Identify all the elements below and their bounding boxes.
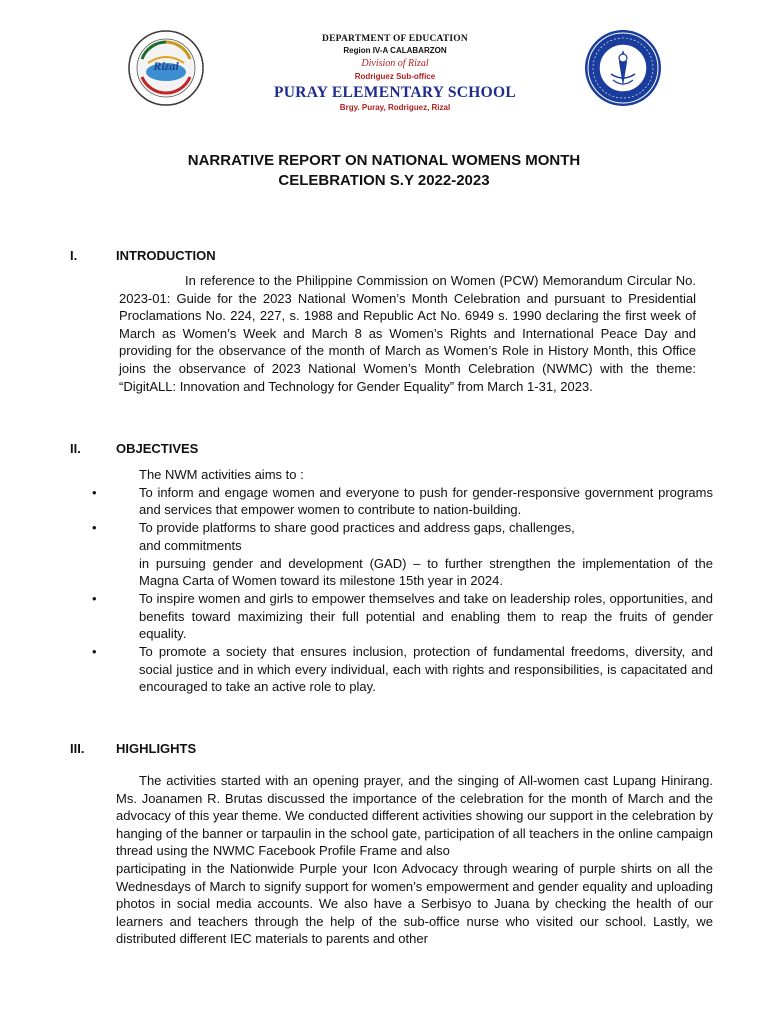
objective-text-2a: To provide platforms to share good practices and address gaps, challenges, (139, 520, 575, 536)
bullet-icon: • (92, 520, 97, 536)
section-number-highlights: III. (70, 741, 85, 756)
objective-text-3: To inspire women and girls to empower themselves and take on leadership roles, opportunities, and benefits toward maximizing their full potential and enabling them to reap the fruits of gender equality. (139, 590, 713, 642)
objectives-list (92, 466, 713, 696)
section-heading-highlights: HIGHLIGHTS (116, 741, 197, 756)
section-heading-intro: INTRODUCTION (116, 248, 216, 263)
intro-paragraph (119, 272, 696, 395)
title-line-2: CELEBRATION S.Y 2022-2023 (278, 172, 490, 189)
list-item (92, 590, 713, 643)
objective-text-4: To promote a society that ensures inclusion, protection of fundamental freedoms, diversity, and social justice and in which every individual, each with rights and responsibilities, is capacitated and encouraged to take an active role to play. (139, 644, 713, 695)
title-line-1: NARRATIVE REPORT ON NATIONAL WOMENS MONTH (187, 152, 581, 169)
section-number-objectives: II. (70, 441, 81, 456)
objective-text-2b: and commitments (139, 537, 242, 553)
list-item (92, 643, 713, 696)
school-name: PURAY ELEMENTARY SCHOOL (273, 84, 517, 101)
suboffice-name: Rodriguez Sub-office (354, 72, 436, 81)
highlights-text-2: participating in the Nationwide Purple your Icon Advocacy through wearing of purple shirts on all the Wednesdays of March to signify support for women’s empowerment and gender equality and uploading photos in social media accounts. We also have a Serbisyo to Juana by checking the health of our learners and teachers through the help of the sub-office nurse who visited our school. Lastly, we distributed different IEC materials to parents and other (116, 860, 713, 947)
school-seal-icon (583, 28, 663, 108)
bullet-icon: • (92, 590, 97, 606)
intro-text: In reference to the Philippine Commission on Women (PCW) Memorandum Circular No. 2023-01: Guide for the 2023 National Women’s Month Celebration and pursuant to Presidential Proclamations No. 224, 227, s. 1988 and Republic Act No. 6949 s. 1990 declaring the first week of March as Women’s Week and March 8 as Women’s Rights and International Peace Day and providing for the observance of the month of March as Women’s Role in History Month, this Office joins the observance of 2023 National Women’s Month Celebration (NWMC) with the theme: “DigitALL: Innovation and Technology for Gender Equality” from March 1-31, 2023. (119, 273, 696, 394)
region-name: Region IV-A CALABARZON (343, 46, 447, 55)
section-heading-objectives: OBJECTIVES (116, 441, 199, 456)
list-item (92, 484, 713, 519)
seal-text: Rizal (153, 59, 179, 73)
objective-text-2c: in pursuing gender and development (GAD) – to further strengthen the implementation of the Magna Carta of Women toward its milestone 15th year in 2024. (139, 555, 713, 589)
bullet-icon: • (92, 644, 97, 660)
letterhead (250, 33, 540, 113)
division-seal-icon (126, 29, 206, 107)
school-address: Brgy. Puray, Rodriguez, Rizal (339, 103, 451, 112)
section-number-intro: I. (70, 248, 78, 263)
report-title (100, 151, 668, 191)
objectives-lead: The NWM activities aims to : (139, 467, 304, 482)
highlights-paragraph (116, 772, 713, 948)
highlights-text-1: The activities started with an opening prayer, and the singing of All-women cast Lupang Hinirang. Ms. Joanamen R. Brutas discussed the importance of the celebration for the month of March and the advocacy of this year theme. We conducted different activities showing our support in the celebration by hanging of the banner or tarpaulin in the school gate, participation of all teachers in the online campaign thread using the NWMC Facebook Profile Frame and also (116, 773, 713, 859)
department-name: DEPARTMENT OF EDUCATION (322, 34, 468, 44)
division-name: Division of Rizal (361, 58, 429, 69)
bullet-icon: • (92, 484, 97, 500)
objective-text-1: To inform and engage women and everyone to push for gender-responsive government programs and services that empower women to contribute to nation-building. (139, 484, 713, 518)
list-item (92, 519, 713, 537)
